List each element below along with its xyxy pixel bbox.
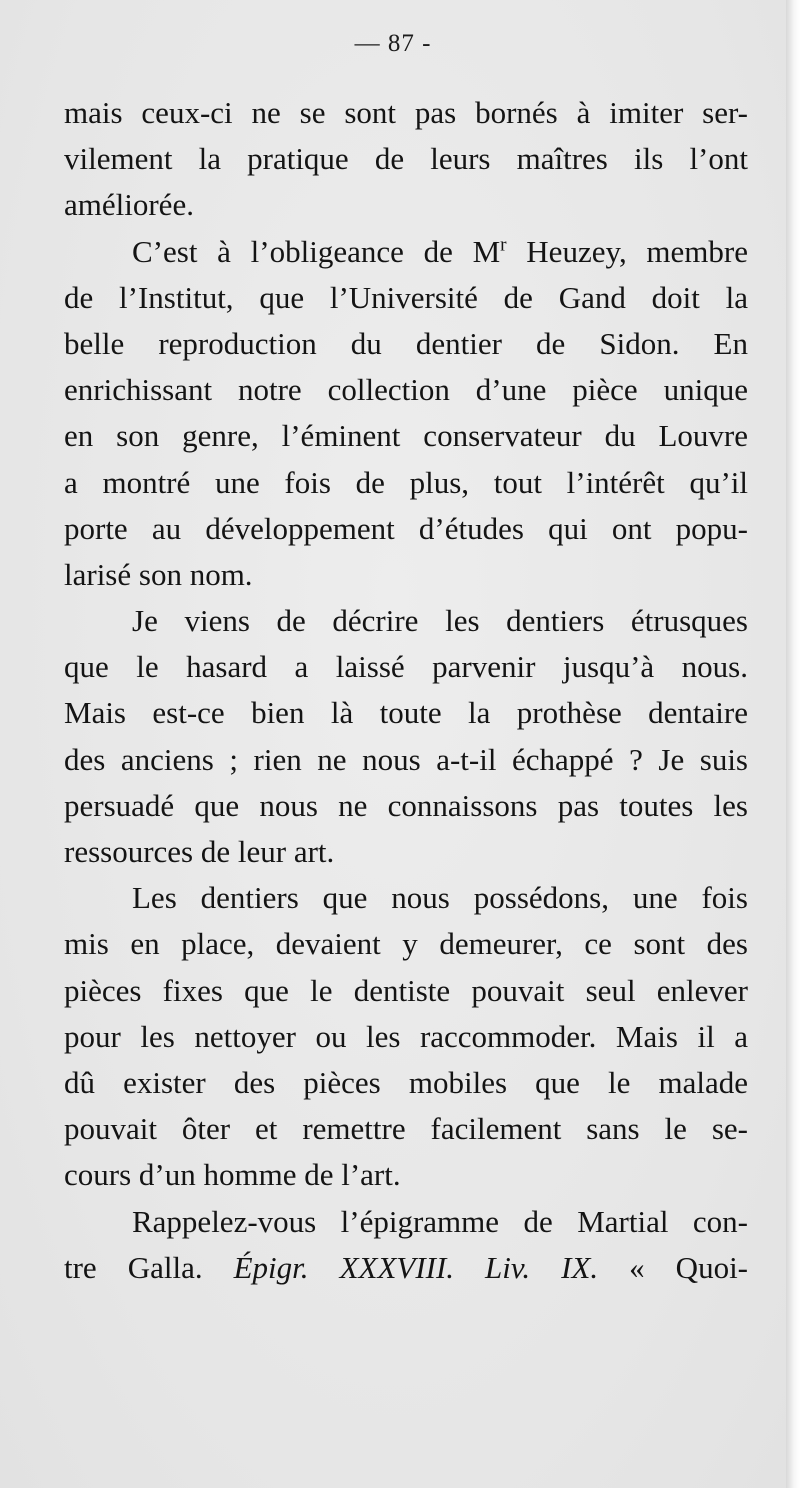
- text-line: [64, 321, 748, 367]
- text-line: [64, 229, 748, 275]
- line-text: a montré une fois de plus, tout l’intérêt qu’il: [64, 464, 748, 500]
- line-text: améliorée.: [64, 187, 194, 223]
- text-line: [64, 552, 748, 598]
- line-text: mais ceux-ci ne se sont pas bornés à imiter ser-: [64, 95, 748, 130]
- body-text: [64, 90, 748, 1291]
- line-text: C’est à l’obligeance de M: [132, 233, 501, 269]
- line-text: des anciens ; rien ne nous a-t-il échappé ? Je suis: [64, 741, 748, 777]
- line-text: vilement la pratique de leurs maîtres ils l’ont: [64, 141, 748, 177]
- line-text: belle reproduction du dentier de Sidon. En: [64, 325, 748, 361]
- line-text: Les dentiers que nous possédons, une fois: [132, 880, 748, 916]
- text-line: [64, 875, 748, 921]
- text-line: [64, 1106, 748, 1152]
- line-text: ressources de leur art.: [64, 834, 335, 869]
- text-line: [64, 690, 748, 736]
- line-text: en son genre, l’éminent conservateur du Louvre: [64, 418, 748, 454]
- text-line: [64, 644, 748, 690]
- line-text: de l’Institut, que l’Université de Gand doit la: [64, 279, 748, 315]
- text-line: [64, 90, 748, 136]
- text-line: [64, 829, 748, 875]
- superscript-text: r: [500, 234, 507, 256]
- text-line: [64, 506, 748, 552]
- line-text: tre Galla.: [64, 1249, 234, 1285]
- line-text: que le hasard a laissé parvenir jusqu’à nous.: [64, 649, 748, 685]
- text-line: [64, 783, 748, 829]
- text-line: [64, 182, 748, 228]
- line-text: persuadé que nous ne connaissons pas toutes les: [64, 787, 748, 823]
- line-text: Rappelez-vous l’épigramme de Martial con-: [132, 1203, 748, 1239]
- line-text: mis en place, devaient y demeurer, ce sont des: [64, 926, 748, 962]
- line-text: dû exister des pièces mobiles que le malade: [64, 1064, 748, 1100]
- line-text: Je viens de décrire les dentiers étrusques: [132, 603, 748, 639]
- citation-text: Épigr. XXXVIII. Liv. IX.: [233, 1249, 599, 1285]
- line-text: pour les nettoyer ou les raccommoder. Mais il a: [64, 1018, 748, 1054]
- text-line: [64, 367, 748, 413]
- text-line: [64, 921, 748, 967]
- line-text: larisé son nom.: [64, 556, 253, 592]
- text-line: [64, 968, 748, 1014]
- line-text: enrichissant notre collection d’une pièce unique: [64, 372, 748, 408]
- text-line: [64, 1199, 748, 1245]
- text-line: [64, 136, 748, 182]
- text-line: [64, 1245, 748, 1291]
- line-text: Mais est-ce bien là toute la prothèse dentaire: [64, 695, 748, 731]
- text-line: [64, 460, 748, 506]
- text-line: [64, 1152, 748, 1198]
- line-text: porte au développement d’études qui ont popu-: [64, 510, 748, 546]
- text-line: [64, 1060, 748, 1106]
- page-number: — 87 -: [354, 30, 432, 57]
- page-edge: [786, 0, 800, 1488]
- line-text: cours d’un homme de l’art.: [64, 1157, 401, 1193]
- line-text-continued: « Quoi-: [598, 1249, 748, 1285]
- line-text-continued: Heuzey, membre: [506, 233, 748, 269]
- text-line: [64, 275, 748, 321]
- line-text: pouvait ôter et remettre facilement sans le se-: [64, 1111, 748, 1147]
- line-text: pièces fixes que le dentiste pouvait seul enlever: [64, 972, 748, 1008]
- text-line: [64, 1014, 748, 1060]
- text-line: [64, 598, 748, 644]
- text-line: [64, 737, 748, 783]
- text-line: [64, 413, 748, 459]
